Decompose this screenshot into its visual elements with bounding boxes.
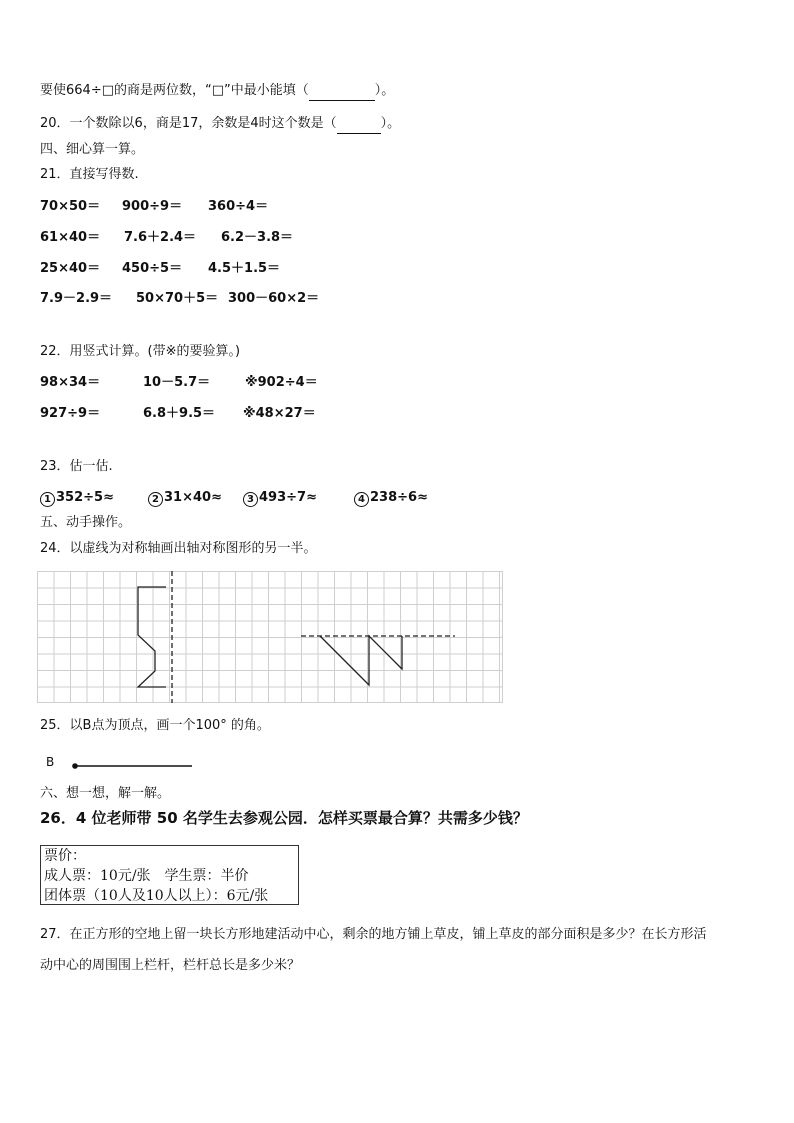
question-25-title: 25．以B点为顶点，画一个100° 的角。: [40, 718, 270, 733]
question-22-title: 22．用竖式计算。(带※的要验算。): [40, 344, 241, 359]
calc-item: 70×50＝: [40, 199, 101, 214]
question-21-title: 21．直接写得数.: [40, 167, 139, 182]
calc-item: 61×40＝: [40, 230, 101, 245]
estimate-item-3: [243, 489, 317, 507]
question-19-text: 要使664÷□的商是两位数，“□”中最小能填（: [40, 83, 309, 98]
question-20-text: 20．一个数除以6，商是17，余数是4时这个数是（: [40, 116, 337, 131]
calc-item: 98×34＝: [40, 375, 101, 390]
right-half-shape: [320, 636, 402, 685]
estimate-expr: 31×40≈: [164, 490, 222, 505]
calc-item: 450÷5＝: [122, 261, 183, 276]
estimate-expr: 493÷7≈: [259, 490, 317, 505]
point-b-label: B: [46, 755, 55, 769]
question-26-title: 26．4 位老师带 50 名学生去参观公园．怎样买票最合算？共需多少钱？: [40, 809, 528, 827]
section-6-heading: 六、想一想，解一解。: [40, 786, 171, 801]
circled-number: 1: [40, 492, 55, 507]
calc-item: 4.5＋1.5＝: [208, 261, 281, 276]
section-4-heading: 四、细心算一算。: [40, 142, 145, 157]
question-24-title: 24．以虚线为对称轴画出轴对称图形的另一半。: [40, 541, 317, 556]
calc-item: 927÷9＝: [40, 406, 101, 421]
price-box-heading: 票价：: [44, 848, 86, 864]
calc-item: 900÷9＝: [122, 199, 183, 214]
calc-item: 7.6＋2.4＝: [124, 230, 197, 245]
calc-item: 50×70＋5＝: [136, 291, 219, 306]
calc-item: ※902÷4＝: [245, 375, 318, 390]
estimate-item-1: [40, 489, 114, 507]
circled-number: 3: [243, 492, 258, 507]
price-box-group: 团体票（10人及10人以上）：6元/张: [44, 888, 269, 904]
circled-number: 2: [148, 492, 163, 507]
question-19-tail: ）。: [374, 83, 395, 98]
calc-item: ※48×27＝: [243, 406, 316, 421]
calc-item: 360÷4＝: [208, 199, 269, 214]
ray-from-b: [70, 760, 195, 772]
section-5-heading: 五、动手操作。: [40, 515, 132, 530]
calc-item: 10－5.7＝: [143, 375, 211, 390]
estimate-item-4: [354, 489, 428, 507]
price-box-adult-student: 成人票：10元/张 学生票：半价: [44, 868, 249, 884]
question-19: [40, 82, 394, 101]
ticket-price-box: [40, 845, 299, 905]
calc-item: 6.8＋9.5＝: [143, 406, 216, 421]
question-27-line1: 27．在正方形的空地上留一块长方形地建活动中心，剩余的地方铺上草皮，铺上草皮的部分面积是多少？在长方形活: [40, 927, 707, 942]
estimate-expr: 352÷5≈: [56, 490, 114, 505]
estimate-expr: 238÷6≈: [370, 490, 428, 505]
grid-figure: [37, 571, 503, 703]
question-20: [40, 115, 400, 134]
grid-lines: [37, 571, 503, 703]
question-27-line2: 动中心的周围围上栏杆，栏杆总长是多少米？: [40, 958, 301, 973]
question-20-tail: ）。: [380, 116, 401, 131]
calc-item: 7.9－2.9＝: [40, 291, 113, 306]
answer-blank[interactable]: [309, 82, 375, 101]
estimate-item-2: [148, 489, 222, 507]
calc-item: 6.2－3.8＝: [221, 230, 294, 245]
question-23-title: 23．估一估.: [40, 459, 113, 474]
circled-number: 4: [354, 492, 369, 507]
calc-item: 25×40＝: [40, 261, 101, 276]
calc-item: 300－60×2＝: [228, 291, 320, 306]
answer-blank[interactable]: [337, 115, 381, 134]
